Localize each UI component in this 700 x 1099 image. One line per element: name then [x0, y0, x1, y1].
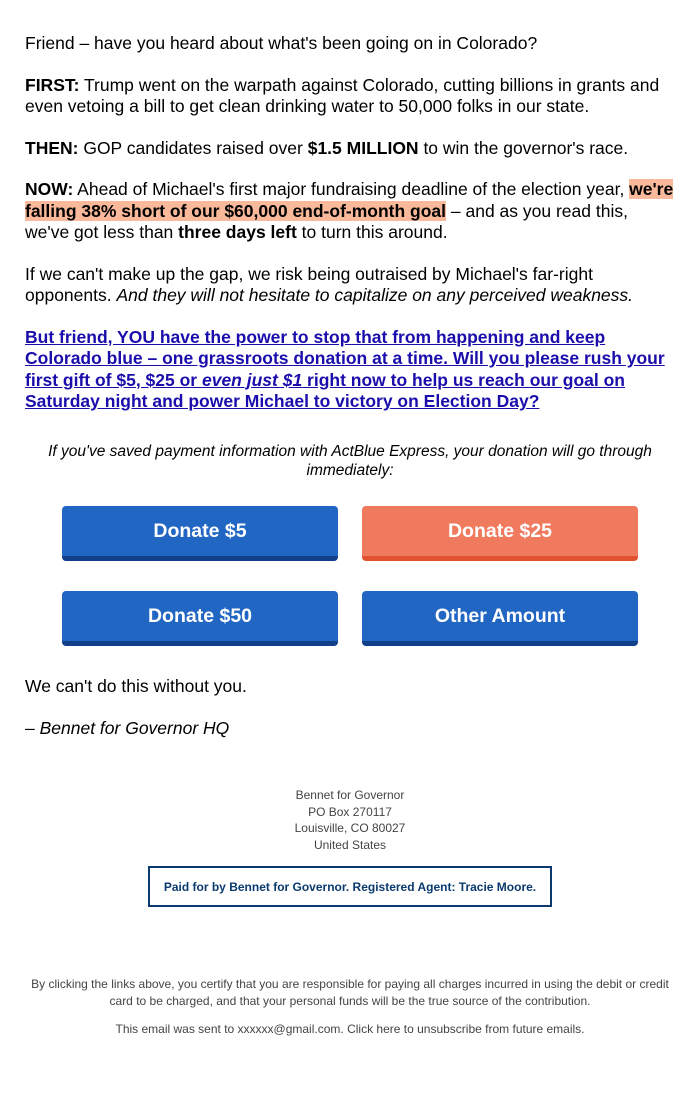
- now-text-after: to turn this around.: [296, 222, 448, 242]
- sent-prefix: This email was sent to: [115, 1022, 238, 1036]
- donate-link[interactable]: [25, 327, 665, 412]
- cta-italic: even just $1: [201, 369, 303, 390]
- recipient-email: xxxxxx@gmail.com: [237, 1022, 341, 1036]
- now-text-before: Ahead of Michael's first major fundraising deadline of the election year,: [73, 179, 630, 199]
- other-amount-button[interactable]: Other Amount: [362, 591, 638, 646]
- first-paragraph: [25, 75, 675, 118]
- then-label: THEN:: [25, 137, 79, 158]
- first-label: FIRST:: [25, 74, 80, 95]
- donate-25-button[interactable]: Donate $25: [362, 506, 638, 561]
- legal-disclaimer: By clicking the links above, you certify that you are responsible for paying all charges incurred in using the debit or credit card to be charged, and that your personal funds will be the true source of the contribution.: [31, 977, 669, 1008]
- then-amount: $1.5 MILLION: [307, 137, 419, 158]
- donate-5-button[interactable]: Donate $5: [62, 506, 338, 561]
- mailing-address: [0, 787, 700, 853]
- address-line-3: Louisville, CO 80027: [294, 821, 406, 835]
- closing-text: We can't do this without you.: [25, 676, 247, 696]
- now-text-middle: – and as you read this, we've got less than: [25, 200, 628, 242]
- risk-text: If we can't make up the gap, we risk being outraised by Michael's far-right opponents.: [25, 263, 593, 305]
- sent-middle: . Click: [340, 1022, 377, 1036]
- unsubscribe-footer: [0, 1021, 700, 1037]
- risk-italic: And they will not hesitate to capitalize on any perceived weakness.: [116, 285, 634, 305]
- days-left: three days left: [178, 222, 297, 242]
- cta-part2: right now to help us reach our goal on Saturday night and power Michael to victory on Election Day?: [25, 369, 625, 411]
- intro-text: Friend – have you heard about what's been going on in Colorado?: [25, 33, 538, 53]
- then-paragraph: [25, 138, 675, 160]
- unsubscribe-link[interactable]: here: [376, 1022, 401, 1036]
- cta-paragraph: [25, 327, 675, 413]
- actblue-express-note: If you've saved payment information with ActBlue Express, your donation will go through immediately:: [48, 443, 652, 479]
- now-label: NOW:: [25, 179, 74, 199]
- then-text-before: GOP candidates raised over: [78, 137, 308, 158]
- address-line-2: PO Box 270117: [308, 804, 392, 819]
- sent-suffix: to unsubscribe from future emails.: [400, 1022, 585, 1036]
- goal-highlight: we're falling 38% short of our $60,000 end-of-month goal: [25, 179, 674, 221]
- paid-for-disclaimer: Paid for by Bennet for Governor. Registered Agent: Tracie Moore.: [148, 866, 552, 907]
- first-text: Trump went on the warpath against Colorado, cutting billions in grants and even vetoing a bill to get clean drinking water to 50,000 folks in our state.: [25, 74, 660, 116]
- address-line-1: Bennet for Governor: [295, 788, 405, 802]
- address-line-4: United States: [313, 837, 387, 852]
- cta-part1: But friend, YOU have the power to stop that from happening and keep Colorado blue – one grassroots donation at a time. Will you please rush your first gift of $5, $25 or: [25, 326, 665, 390]
- signature: – Bennet for Governor HQ: [25, 718, 230, 738]
- risk-paragraph: [25, 264, 675, 307]
- donate-50-button[interactable]: Donate $50: [62, 591, 338, 646]
- then-text-after: to win the governor's race.: [418, 137, 629, 158]
- email-body: [25, 33, 675, 413]
- now-paragraph: [25, 179, 675, 244]
